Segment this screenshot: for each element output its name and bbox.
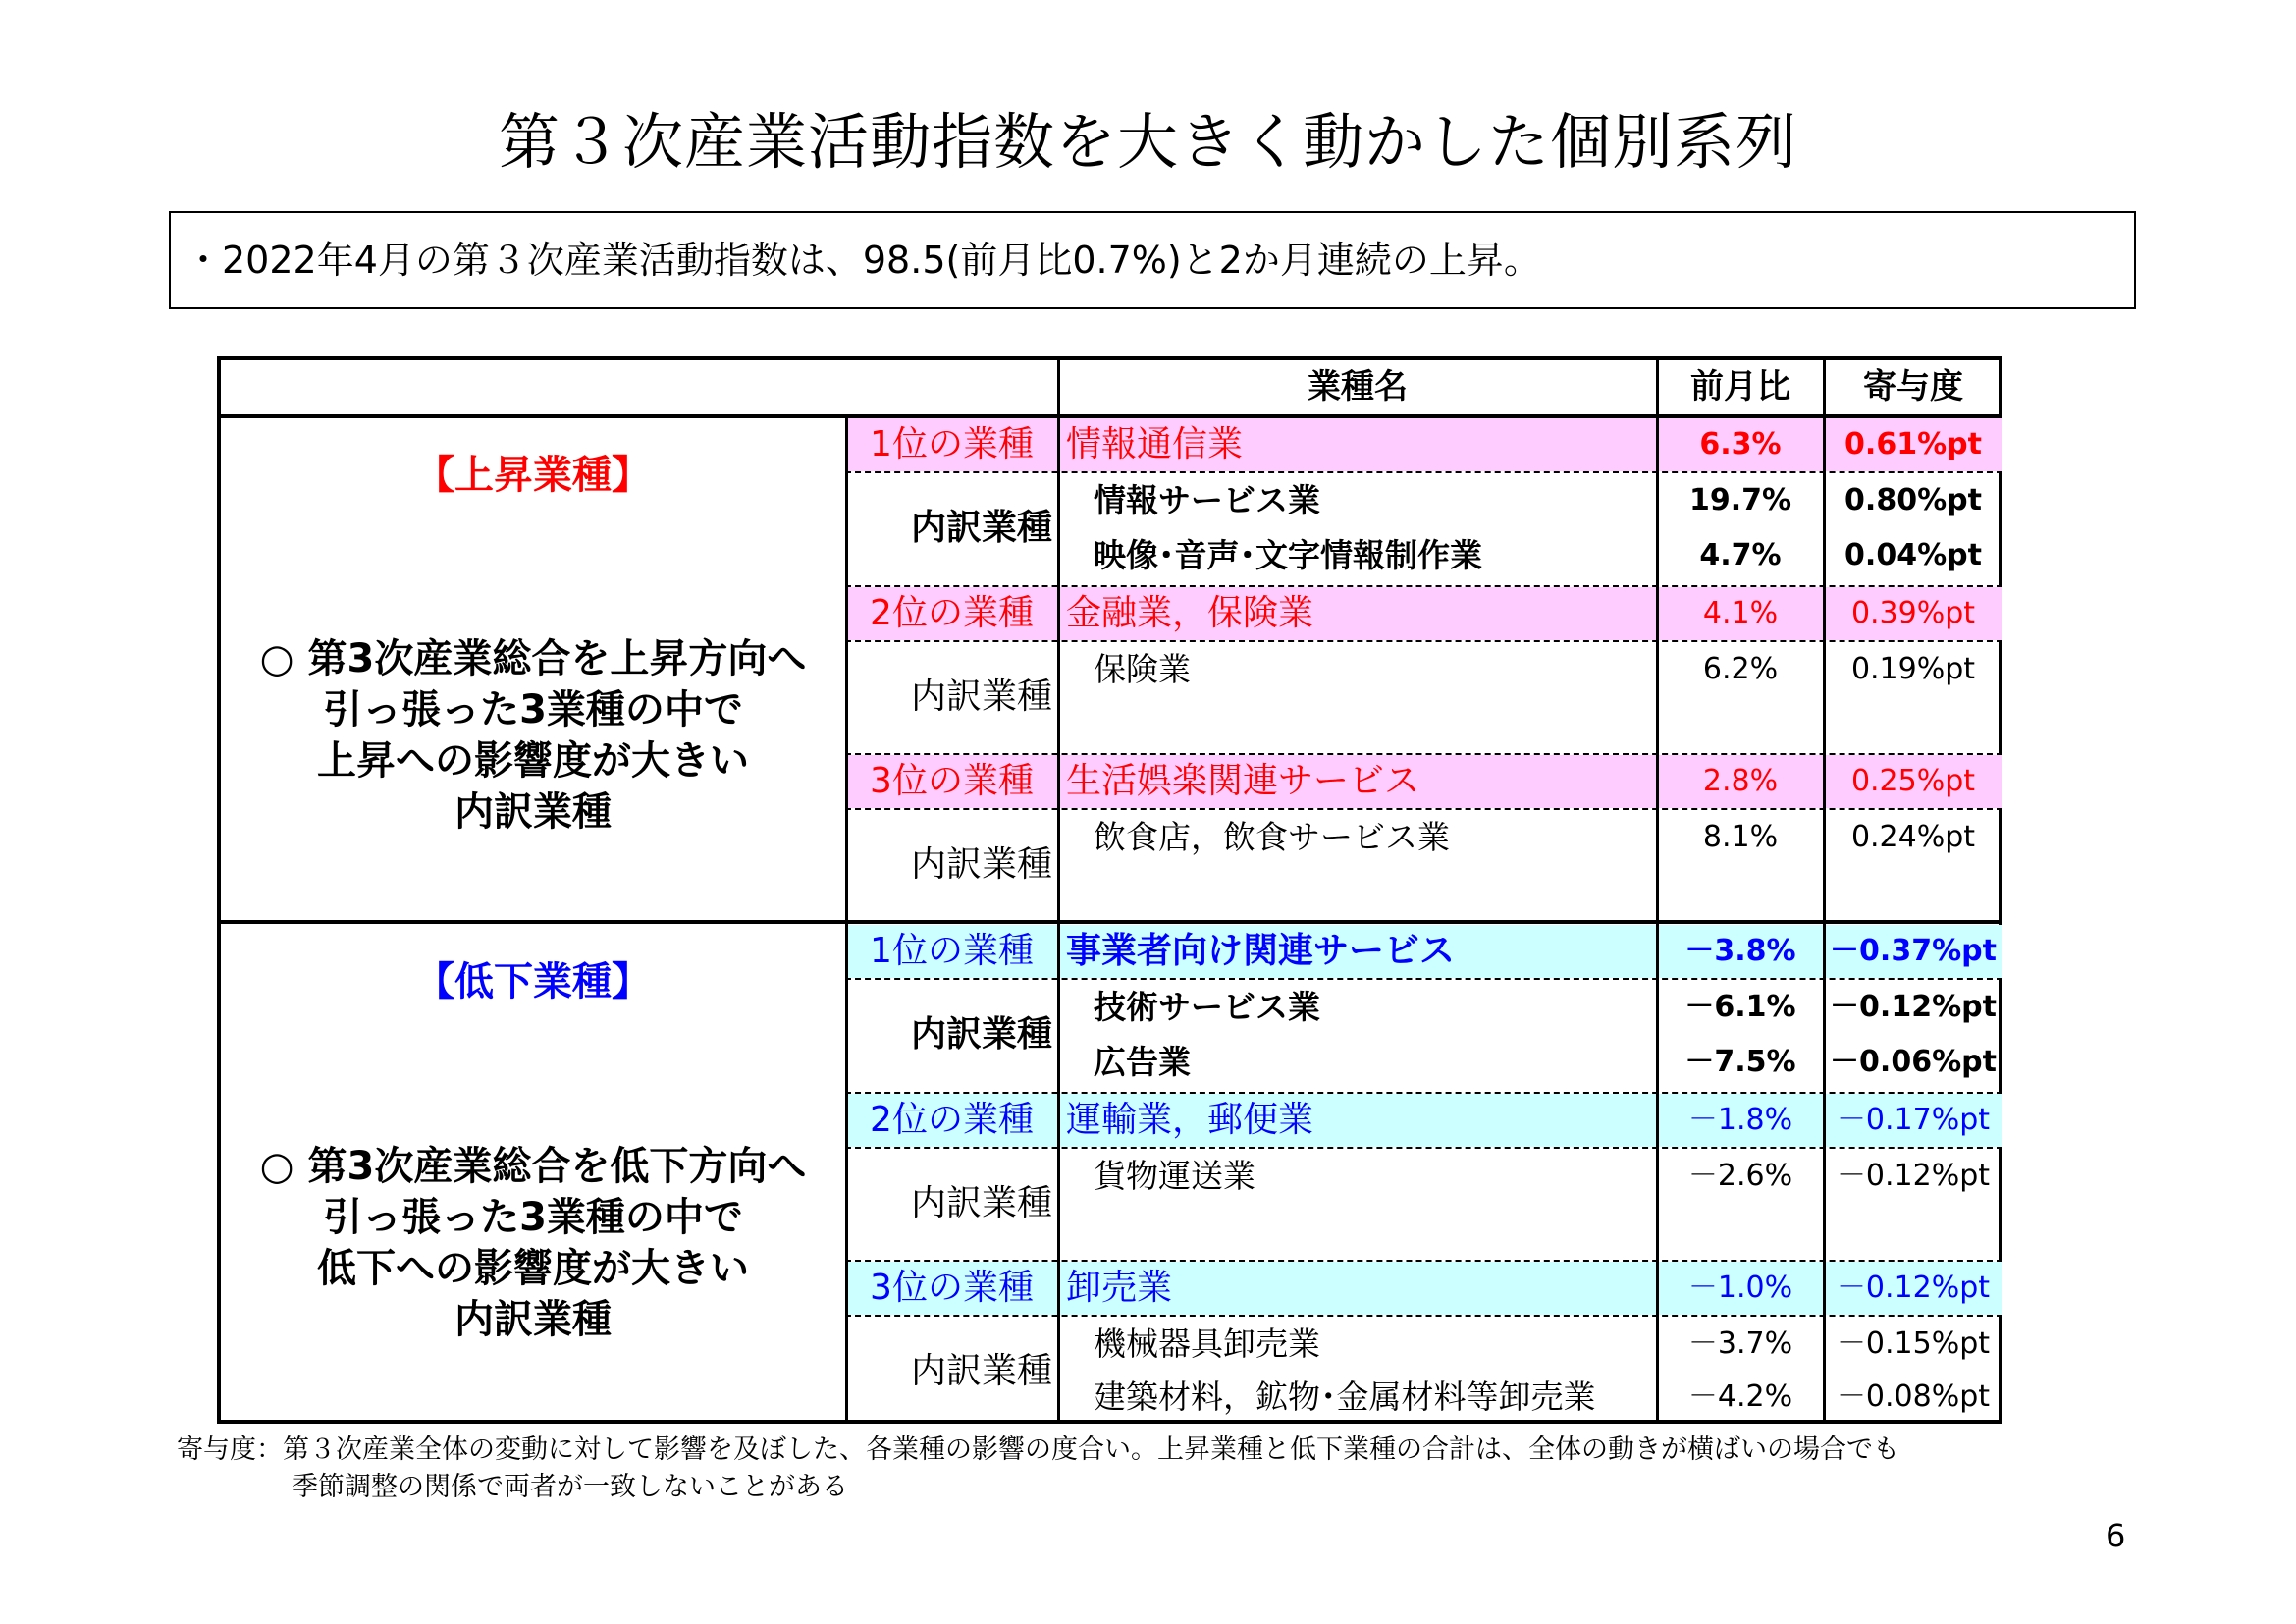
col-divider [1823, 360, 1826, 1424]
falling-rank2-label: 2位の業種 [870, 1100, 1034, 1140]
falling-rank3-sub1-mom: －3.7% [1687, 1326, 1793, 1361]
row-divider [845, 585, 2002, 587]
header-contrib: 寄与度 [1863, 367, 1963, 406]
section-divider [221, 920, 2002, 924]
rising-rank2-sub1-name: 保険業 [1094, 650, 1191, 688]
rising-desc-line: 内訳業種 [454, 789, 612, 835]
row-divider [845, 753, 2002, 755]
row-divider [845, 978, 2002, 980]
main-table [217, 356, 2002, 1424]
rising-rank3-name: 生活娯楽関連サービス [1066, 761, 1420, 801]
rising-rank3-sub1-mom: 8.1% [1702, 820, 1779, 854]
falling-rank3-sub1-name: 機械器具卸売業 [1094, 1325, 1320, 1363]
falling-rank3-sub-label: 内訳業種 [910, 1351, 1052, 1391]
falling-rank1-name: 事業者向け関連サービス [1066, 931, 1456, 971]
header-name: 業種名 [1308, 367, 1408, 406]
rising-desc-line: 引っ張った3業種の中で [323, 687, 743, 732]
rising-rank1-sub2-name: 映像･音声･文字情報制作業 [1094, 536, 1482, 574]
rising-rank3-sub1-contrib: 0.24%pt [1850, 820, 1976, 854]
falling-rank1-sub-label: 内訳業種 [910, 1014, 1052, 1055]
falling-rank1-sub1-contrib: －0.12%pt [1830, 990, 1997, 1024]
rising-rank1-label: 1位の業種 [870, 424, 1034, 464]
falling-rank1-sub1-name: 技術サービス業 [1094, 988, 1320, 1026]
falling-desc-line: 内訳業種 [454, 1297, 612, 1342]
rising-rank2-sub-label: 内訳業種 [910, 677, 1052, 717]
header-divider [221, 414, 2002, 418]
row-divider [845, 1315, 2002, 1317]
row-divider [845, 471, 2002, 473]
rising-rank1-contrib: 0.61%pt [1844, 427, 1982, 461]
falling-rank1-sub2-mom: －7.5% [1684, 1045, 1796, 1079]
rising-rank1-name: 情報通信業 [1066, 424, 1244, 464]
falling-rank3-sub2-mom: －4.2% [1687, 1380, 1793, 1414]
rising-rank3-mom: 2.8% [1702, 764, 1779, 798]
rising-rank3-label: 3位の業種 [870, 761, 1034, 801]
rising-desc-line: ○ 第3次産業総合を上昇方向へ [259, 636, 807, 681]
row-divider [845, 1147, 2002, 1149]
page-title: 第３次産業活動指数を大きく動かした個別系列 [498, 106, 1797, 178]
falling-rank1-label: 1位の業種 [870, 931, 1034, 971]
rising-rank1-sub1-mom: 19.7% [1688, 483, 1792, 517]
falling-rank3-sub2-name: 建築材料，鉱物･金属材料等卸売業 [1094, 1378, 1596, 1416]
falling-rank2-contrib: －0.17%pt [1836, 1103, 1991, 1137]
rising-rank2-name: 金融業，保険業 [1066, 593, 1314, 633]
falling-section-description [221, 1141, 845, 1357]
col-divider [1057, 360, 1060, 1424]
header-mom: 前月比 [1690, 367, 1790, 406]
falling-rank3-mom: －1.0% [1687, 1271, 1793, 1305]
falling-rank2-mom: －1.8% [1687, 1103, 1793, 1137]
row-divider [845, 1092, 2002, 1094]
rising-rank2-label: 2位の業種 [870, 593, 1034, 633]
rising-rank1-sub1-contrib: 0.80%pt [1844, 483, 1982, 517]
falling-rank3-contrib: －0.12%pt [1836, 1271, 1991, 1305]
rising-rank2-contrib: 0.39%pt [1850, 596, 1976, 630]
rising-rank1-sub-label: 内訳業種 [910, 508, 1052, 548]
rising-rank2-mom: 4.1% [1702, 596, 1779, 630]
rising-rank2-sub1-contrib: 0.19%pt [1850, 652, 1976, 686]
rising-section-title: 【上昇業種】 [415, 453, 651, 498]
rising-section-description [221, 633, 845, 849]
falling-rank2-name: 運輸業，郵便業 [1066, 1100, 1314, 1140]
falling-rank2-sub1-contrib: －0.12%pt [1836, 1159, 1991, 1193]
falling-rank2-sub1-name: 貨物運送業 [1094, 1157, 1255, 1195]
rising-rank1-sub2-contrib: 0.04%pt [1844, 538, 1982, 572]
row-divider [845, 640, 2002, 642]
page-number: 6 [2106, 1517, 2126, 1554]
rising-rank1-mom: 6.3% [1699, 427, 1782, 461]
rising-desc-line: 上昇への影響度が大きい [317, 738, 749, 784]
falling-rank3-sub2-contrib: －0.08%pt [1836, 1380, 1991, 1414]
rising-rank2-sub1-mom: 6.2% [1702, 652, 1779, 686]
falling-desc-line: 低下への影響度が大きい [317, 1246, 749, 1291]
row-divider [845, 808, 2002, 810]
footnote [177, 1432, 2140, 1506]
falling-desc-line: ○ 第3次産業総合を低下方向へ [259, 1144, 807, 1189]
falling-rank1-sub2-name: 広告業 [1094, 1043, 1191, 1081]
rising-rank3-sub1-name: 飲食店，飲食サービス業 [1094, 818, 1450, 856]
falling-rank1-contrib: －0.37%pt [1830, 934, 1997, 968]
falling-rank3-label: 3位の業種 [870, 1268, 1034, 1308]
falling-rank1-sub2-contrib: －0.06%pt [1830, 1045, 1997, 1079]
falling-rank3-name: 卸売業 [1066, 1268, 1173, 1308]
falling-rank3-sub1-contrib: －0.15%pt [1836, 1326, 1991, 1361]
rising-rank1-sub2-mom: 4.7% [1699, 538, 1782, 572]
rising-rank1-sub1-name: 情報サービス業 [1094, 481, 1320, 519]
footnote-line: 季節調整の関係で両者が一致しないことがある [292, 1472, 848, 1502]
rising-rank3-sub-label: 内訳業種 [910, 844, 1052, 885]
summary-text: ・2022年4月の第３次産業活動指数は、98.5(前月比0.7%)と2か月連続の上昇。 [185, 239, 1541, 282]
row-divider [845, 1260, 2002, 1262]
falling-desc-line: 引っ張った3業種の中で [323, 1195, 743, 1240]
summary-box [169, 211, 2136, 309]
falling-rank2-sub1-mom: －2.6% [1687, 1159, 1793, 1193]
footnote-line: 寄与度：第３次産業全体の変動に対して影響を及ぼした、各業種の影響の度合い。上昇業種と低下業種の合計は、全体の動きが横ばいの場合でも [177, 1435, 1899, 1465]
rising-rank3-contrib: 0.25%pt [1850, 764, 1976, 798]
falling-rank1-sub1-mom: －6.1% [1684, 990, 1796, 1024]
col-divider [1656, 360, 1659, 1424]
falling-rank1-mom: －3.8% [1684, 934, 1796, 968]
falling-rank2-sub-label: 内訳業種 [910, 1183, 1052, 1223]
falling-section-title: 【低下業種】 [415, 959, 651, 1004]
